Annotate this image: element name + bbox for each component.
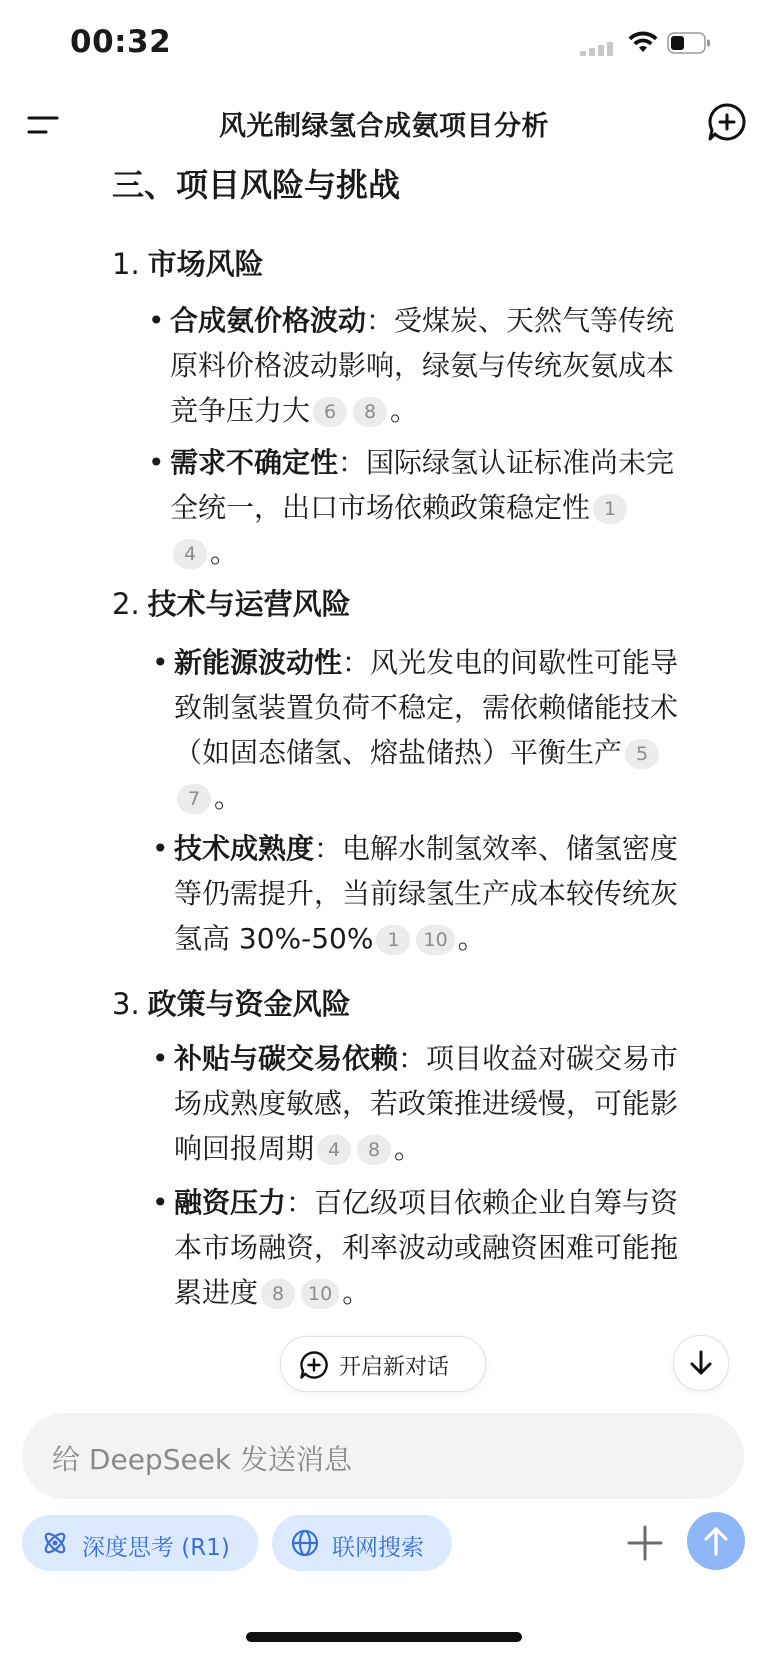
scroll-down-button[interactable] [673,1335,729,1391]
signal-icon [580,40,618,56]
citation-badge[interactable]: 1 [593,494,627,524]
new-chat-icon[interactable] [707,102,747,142]
status-time: 00:32 [70,24,172,60]
bullet-title: 新能源波动性 [174,646,343,679]
subsection-label: 市场风险 [147,247,264,281]
plus-icon[interactable] [622,1520,668,1566]
send-button[interactable] [687,1512,745,1570]
new-chat-icon [299,1350,329,1380]
bullet-title: 需求不确定性 [170,446,339,479]
citation-badge[interactable]: 4 [173,539,207,569]
new-dialog-button[interactable] [280,1336,486,1392]
citation-badge[interactable]: 10 [416,925,454,955]
subsection-number: 1. [112,247,140,281]
citation-badge[interactable]: 4 [317,1135,351,1165]
subsection-number: 2. [112,587,140,621]
bullet-title: 合成氨价格波动 [170,304,367,337]
subsection-label: 技术与运营风险 [147,587,351,621]
globe-icon [290,1528,320,1558]
deep-think-toggle[interactable] [22,1515,258,1571]
citation-badge[interactable]: 7 [177,784,211,814]
subsection-heading [112,982,351,1023]
list-item: • 技术成熟度：电解水制氢效率、储氢密度 等仍需提升，当前绿氢生产成本较传统灰 氢高 30%-50% 1 10 。 [152,832,679,955]
subsection-label: 政策与资金风险 [147,987,351,1021]
citation-badge[interactable]: 8 [353,397,387,427]
citation-badge[interactable]: 8 [357,1135,391,1165]
conversation-title[interactable]: 风光制绿氢合成氨项目分析 [219,111,549,142]
bullet-title: 补贴与碳交易依赖 [174,1042,399,1075]
new-dialog-label: 开启新对话 [339,1355,450,1380]
arrow-down-icon [687,1349,715,1377]
citation-badge[interactable]: 5 [625,739,659,769]
bullet-title: 融资压力 [174,1186,287,1219]
citation-badge[interactable]: 6 [313,397,347,427]
home-indicator [246,1632,522,1642]
list-item: • 合成氨价格波动：受煤炭、天然气等传统 原料价格波动影响，绿氨与传统灰氨成本 竞争压力大 6 8 。 [148,304,675,427]
subsection-heading [112,582,351,623]
message-input[interactable] [22,1413,744,1499]
citation-badge[interactable]: 8 [261,1279,295,1309]
citation-badge[interactable]: 10 [301,1279,339,1309]
citation-badge[interactable]: 1 [376,925,410,955]
atom-icon [40,1528,70,1558]
message-content [0,150,768,1330]
list-item: • 补贴与碳交易依赖：项目收益对碳交易市 场成熟度敏感，若政策推进缓慢，可能影 响回报周期 4 8 。 [152,1042,679,1165]
bullet-title: 技术成熟度 [174,832,315,865]
web-search-label: 联网搜索 [332,1535,424,1561]
deep-think-label: 深度思考 (R1) [82,1535,230,1561]
battery-icon [667,32,711,54]
message-placeholder: 给 DeepSeek 发送消息 [52,1443,353,1476]
subsection-number: 3. [112,987,140,1021]
list-item: • 需求不确定性：国际绿氢认证标准尚未完 全统一，出口市场依赖政策稳定性 1 4 。 [148,446,675,569]
wifi-icon [627,30,659,54]
arrow-up-icon [701,1525,731,1557]
subsection-heading [112,242,264,283]
list-item: • 新能源波动性：风光发电的间歇性可能导 致制氢装置负荷不稳定，需依赖储能技术 （如固态储氢、熔盐储热）平衡生产 5 7 。 [152,646,679,814]
list-item: • 融资压力：百亿级项目依赖企业自筹与资 本市场融资，利率波动或融资困难可能拖 累进度 8 10 。 [152,1186,679,1309]
section-heading: 三、项目风险与挑战 [112,166,401,204]
status-bar [0,0,768,90]
web-search-toggle[interactable] [272,1515,452,1571]
